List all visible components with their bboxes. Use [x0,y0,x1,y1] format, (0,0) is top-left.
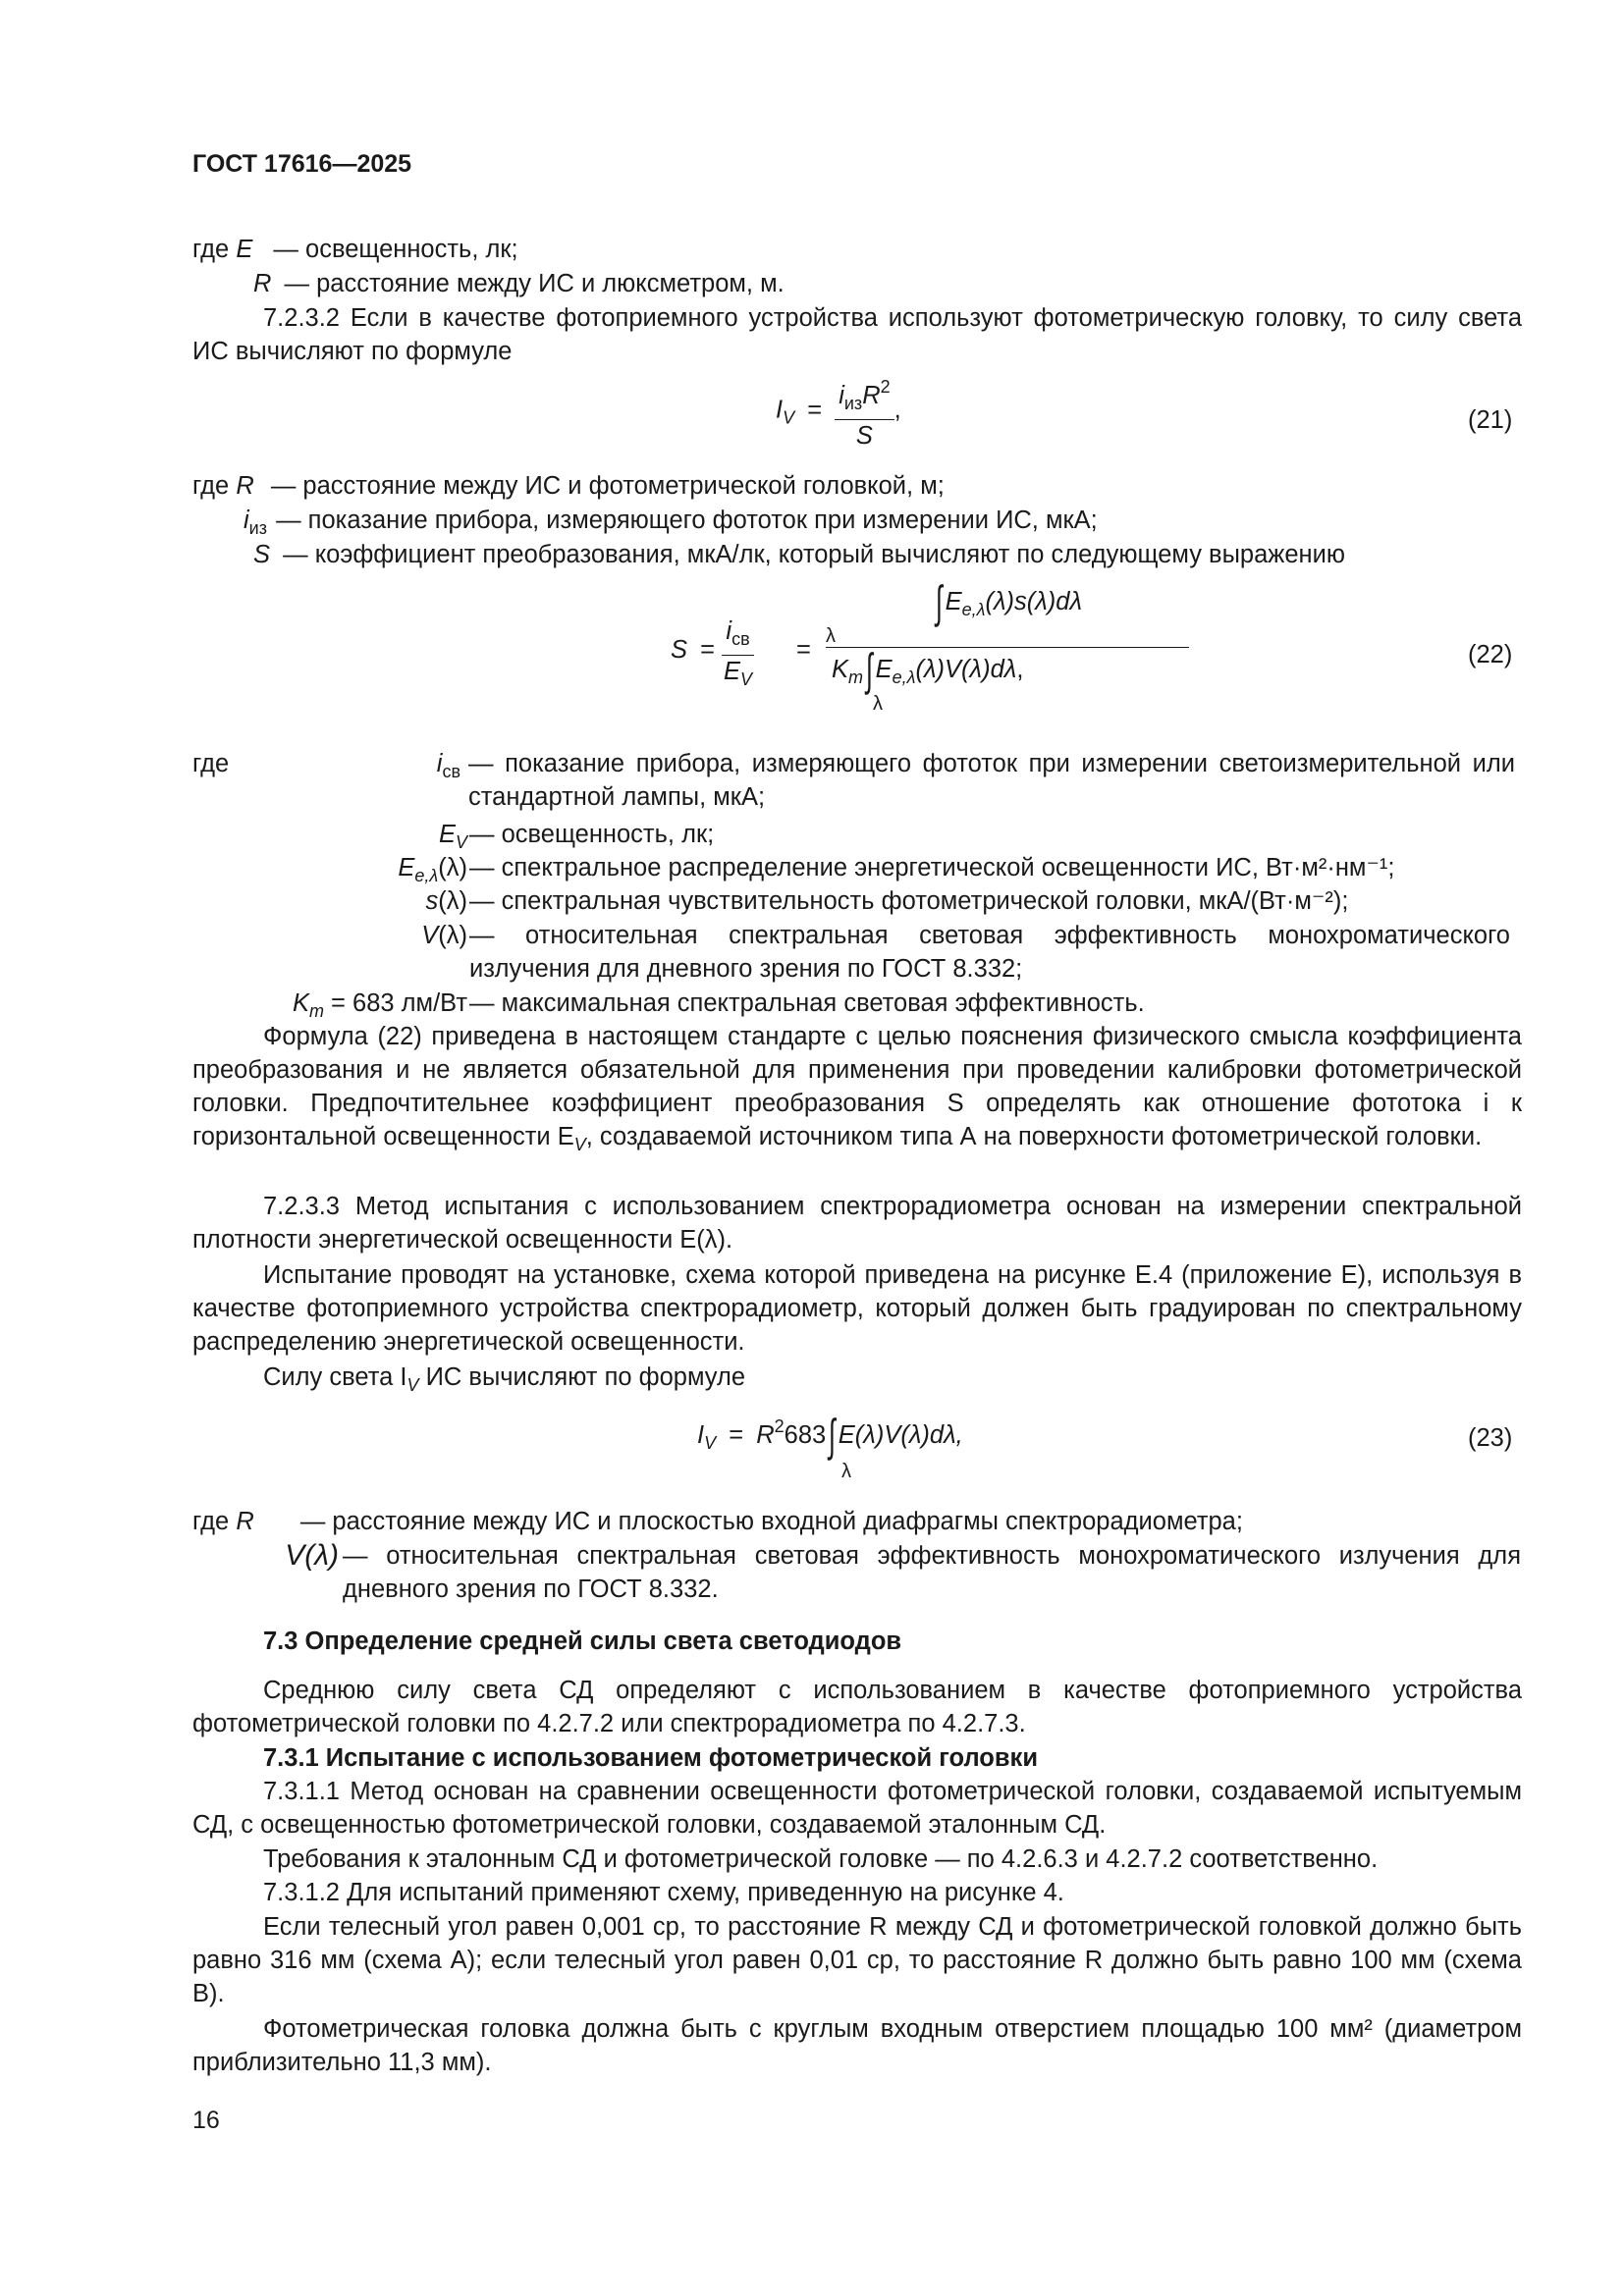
paragraph-photometric-head: Фотометрическая головка должна быть с круглым входным отверстием площадью 100 мм² (диаметром приблизительно 11,3 мм). [192,2015,1522,2076]
definition-E: где E — освещенность, лк; [192,236,518,263]
definition-S: S — коэффициент преобразования, мкА/лк, который вычисляют по следующему выражению [253,541,1345,568]
equation-22-number: (22) [1468,641,1513,668]
page-number: 16 [192,2107,220,2134]
definition-EV: $E_V$ — освещенность, лк; [438,821,715,852]
definition-R-3: где R — расстояние между ИС и плоскостью входной диафрагмы спектрорадиометра; [192,1508,1243,1535]
definition-R: R — расстояние между ИС и люксметром, м. [253,270,785,297]
paragraph-7-3-1-1: 7.3.1.1 Метод основан на сравнении освещенности фотометрической головки, создаваемой испытуемым СД, с освещенностью фотометрической головки, создаваемой эталонным СД. [192,1778,1522,1839]
definition-V-lambda: V(λ) — относительная спектральная световая эффективность монохроматического излучения для дневного зрения по ГОСТ 8.332; [421,922,1510,983]
equation-23: $I_V = R^2683\int$ E(λ)V(λ)dλ, λ [697,1410,963,1482]
definition-E-e-lambda: $E_{e,\lambda}(\lambda)$ — спектральное распределение энергетической освещенности ИС, Вт·м²·нм⁻¹; [398,854,1395,885]
equation-23-number: (23) [1468,1424,1513,1452]
paragraph-7-2-3-2: 7.2.3.2 Если в качестве фотоприемного устройства используют фотометрическую головку, то силу света ИС вычисляют по формуле [192,304,1522,365]
document-header: ГОСТ 17616—2025 [192,150,412,178]
paragraph-7-3: Среднюю силу света СД определяют с использованием в качестве фотоприемного устройства фотометрической головки по 4.2.7.2 или спектрорадиометра по 4.2.7.3. [192,1677,1522,1737]
definition-Km: $K_m = 683$ лм/Вт — максимальная спектральная световая эффективность. [292,989,1145,1021]
paragraph-formula-22: Формула (22) приведена в настоящем стандарте с целью пояснения физического смысла коэффициента преобразования и не является обязательной для применения при проведении калибровки фотометрической головки. Предпочтительнее коэффициент преобразования S определять как отношение фототока i к горизонтальной освещенности $E_V$, создаваемой источником типа А на поверхности фотометрической головки. [192,1023,1522,1154]
section-heading-7-3-1: 7.3.1 Испытание с использованием фотометрической головки [263,1744,1038,1772]
definition-R-2: где R — расстояние между ИС и фотометрической головкой, м; [192,472,945,500]
definition-V-lambda-2: V(λ) — относительная спектральная световая эффективность монохроматического излучения для дневного зрения по ГОСТ 8.332. [285,1539,1521,1603]
paragraph-luminous-intensity: Силу света $I_V$ ИС вычисляют по формуле [263,1363,746,1395]
equation-21-number: (21) [1468,406,1513,434]
definition-i-iz: $i_{из}$ — показание прибора, измеряющего фототок при измерении ИС, мкА; [244,507,1098,538]
paragraph-requirements: Требования к эталонным СД и фотометрической головке — по 4.2.6.3 и 4.2.7.2 соответственно. [263,1845,1379,1873]
paragraph-solid-angle: Если телесный угол равен 0,001 ср, то расстояние R между СД и фотометрической головкой должно быть равно 316 мм (схема А); если телесный угол равен 0,01 ср, то расстояние R должно быть равно 100 мм (схема В). [192,1913,1522,2007]
paragraph-7-3-1-2: 7.3.1.2 Для испытаний применяют схему, приведенную на рисунке 4. [263,1879,1064,1906]
definition-i-sv: $i_{св}$ — показание прибора, измеряющего фототок при измерении светоизмерительной или стандартной лампы, мкА; [436,750,1515,811]
equation-21: $I_V$ = $\frac{i_{из}R^2}{S}$ , [776,371,901,452]
section-heading-7-3: 7.3 Определение средней силы света светодиодов [263,1628,902,1655]
definitions-lead: где [192,750,230,777]
paragraph-7-2-3-3: 7.2.3.3 Метод испытания с использованием спектрорадиометра основан на измерении спектральной плотности энергетической освещенности E(λ). [192,1193,1522,1254]
paragraph-test-setup: Испытание проводят на установке, схема которой приведена на рисунке Е.4 (приложение Е), используя в качестве фотоприемного устройства спектрорадиометр, который должен быть градуирован по спектральному распределению энергетической освещенности. [192,1261,1522,1356]
definition-s-lambda: s(λ) — спектральная чувствительность фотометрической головки, мкА/(Вт·м⁻²); [425,887,1349,915]
